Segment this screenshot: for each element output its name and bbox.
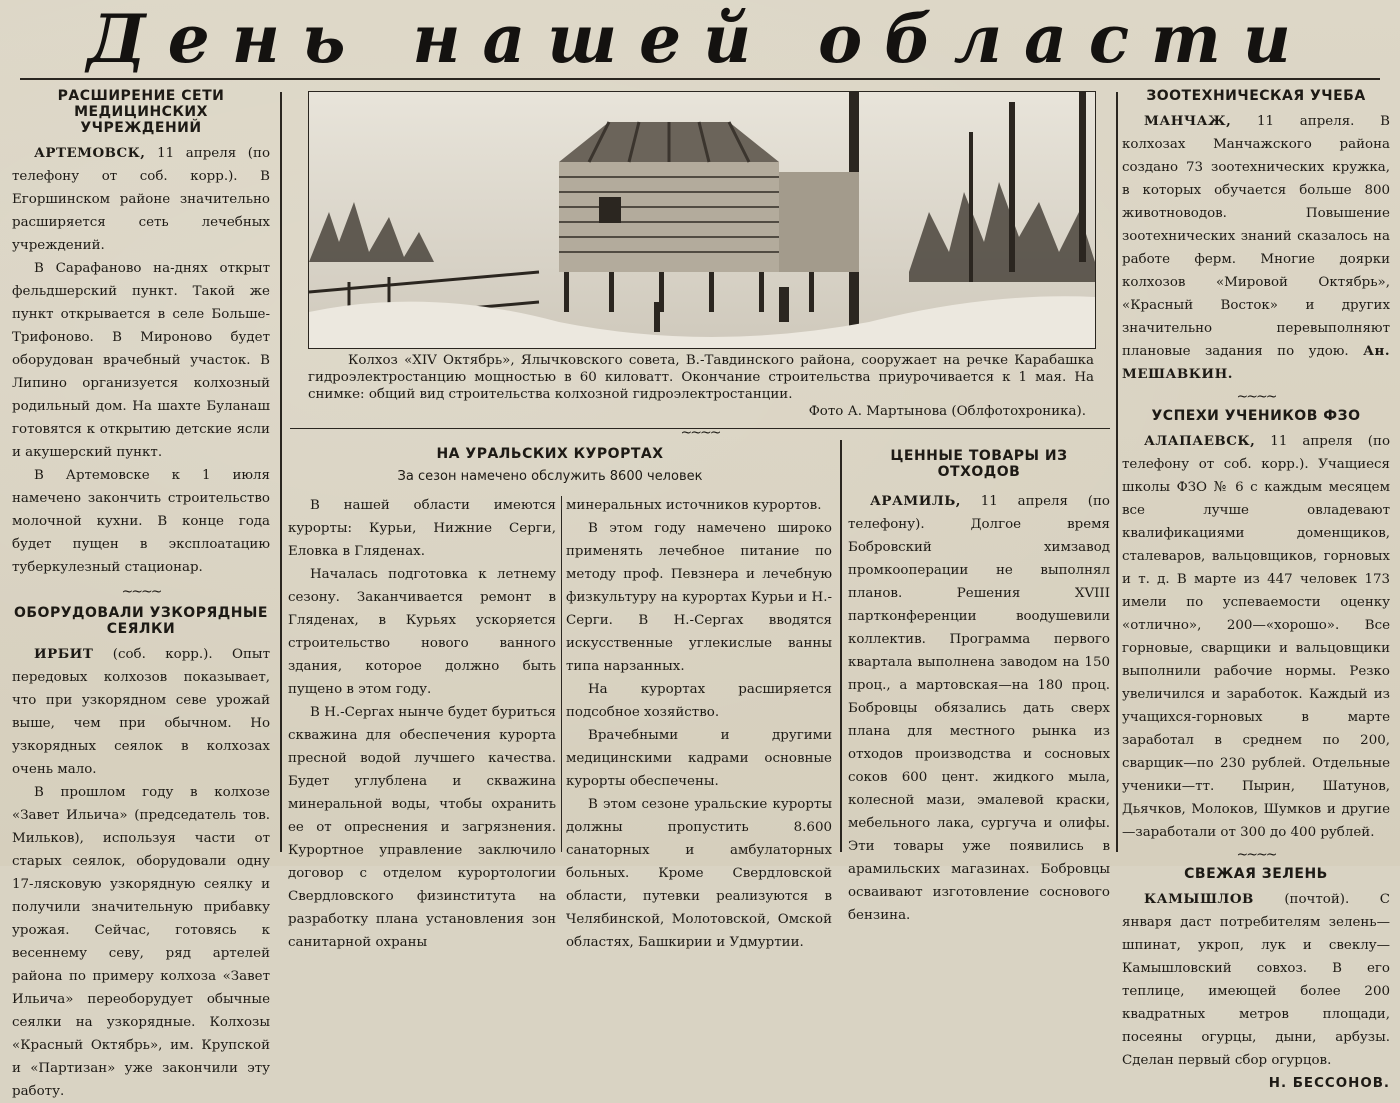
resorts-body-2: Началась подготовка к летнему сезону. Заканчивается ремонт в Гляденах, в Курьях ускоряется строительство нового ванного здания, которое должно быть пущено в этом году. bbox=[288, 567, 556, 697]
dateline-kamyshlov: КАМЫШЛОВ bbox=[1144, 891, 1254, 907]
photo-image bbox=[309, 92, 1095, 348]
dateline-irbit: ИРБИТ bbox=[34, 646, 94, 662]
page-title: День нашей области bbox=[87, 0, 1313, 78]
column-rule-resorts bbox=[561, 496, 562, 852]
dateline-aramil: АРАМИЛЬ, bbox=[870, 493, 961, 509]
article-title-seeders: ОБОРУДОВАЛИ УЗКОРЯДНЫЕ СЕЯЛКИ bbox=[13, 605, 268, 637]
resorts-article bbox=[290, 446, 810, 492]
resorts-body-7: Врачебными и другими медицинскими кадрами основные курорты обеспечены. bbox=[566, 728, 832, 789]
resorts-body-6: На курортах расширяется подсобное хозяйство. bbox=[566, 682, 832, 720]
zootech-signature: Ан. МЕШАВКИН. bbox=[1122, 343, 1390, 382]
resorts-body-4: минеральных источников курортов. bbox=[566, 498, 822, 513]
masthead-rule bbox=[20, 78, 1380, 80]
section-divider: ~~~~ bbox=[121, 584, 161, 600]
article-title-zootech: ЗООТЕХНИЧЕСКАЯ УЧЕБА bbox=[1146, 88, 1366, 104]
article-title-greens: СВЕЖАЯ ЗЕЛЕНЬ bbox=[1184, 866, 1328, 882]
photo-caption bbox=[308, 352, 1094, 420]
resorts-body-1: В нашей области имеются курорты: Курьи, Нижние Серги, Еловка в Гляденах. bbox=[288, 498, 556, 559]
article-title-medical: РАСШИРЕНИЕ СЕТИ МЕДИЦИНСКИХ УЧРЕЖДЕНИЙ bbox=[57, 88, 225, 136]
dateline-artemovsk: АРТЕМОВСК, bbox=[34, 145, 146, 161]
article-body-seeders-2: В прошлом году в колхозе «Завет Ильича» (председатель тов. Мильков), используя части от старых сеялок, оборудовали одну 17-лясковую узкорядную сеялку и получили значительную прибавку урожая. Сейчас, готовясь к весеннему севу, ряд артелей района по примеру колхоза «Завет Ильича» переоборудует обычные сеялки на узкорядные. Колхозы «Красный Октябрь», им. Крупской и «Партизан» уже закончили эту работу. bbox=[12, 785, 270, 1099]
caption-text: Колхоз «XIV Октябрь», Ялычковского совета, В.-Тавдинского района, сооружает на речке Карабашка гидроэлектростанцию мощностью в 60 киловатт. Окончание строительства приурочивается к 1 мая. На снимке: общий вид строительства колхозной гидроэлектростанции. bbox=[308, 353, 1094, 402]
section-divider-right-2: ~~~~ bbox=[1236, 847, 1276, 863]
article-title-fzo: УСПЕХИ УЧЕНИКОВ ФЗО bbox=[1151, 408, 1361, 424]
section-divider-right-1: ~~~~ bbox=[1236, 389, 1276, 405]
article-body-seeders-1: ИРБИТ (соб. корр.). Опыт передовых колхозов показывает, что при узкорядном севе урожай выше, чем при обычном. Но узкорядных сеялок в колхозах очень мало. bbox=[12, 646, 270, 777]
article-subtitle-resorts: За сезон намечено обслужить 8600 человек bbox=[397, 469, 703, 484]
fzo-body: АЛАПАЕВСК, 11 апреля (по телефону от соб. корр.). Учащиеся школы ФЗО № 6 с каждым месяцем все лучше овладевают квалификациями доменщиков, сталеваров, вальцовщиков, горновых и т. д. В марте из 447 человек 173 имели по успеваемости оценку «отлично», 200—«хорошо». Все горновые, сварщики и вальцовщики выполнили рабочие нормы. Резко увеличился и заработок. Каждый из учащихся-горновых в марте заработал в среднем по 200, сварщик—по 230 рублей. Отдельные ученики—тт. Пырин, Шатунов, Дьячков, Молоков, Шумков и другие—заработали от 300 до 400 рублей. bbox=[1122, 433, 1391, 840]
article-title-waste: ЦЕННЫЕ ТОВАРЫ ИЗ ОТХОДОВ bbox=[890, 448, 1068, 480]
greens-signature: Н. БЕССОНОВ. bbox=[1268, 1076, 1390, 1091]
resorts-column-1 bbox=[288, 494, 556, 954]
photo-credit: Фото А. Мартынова (Облфотохроника). bbox=[808, 404, 1086, 419]
resorts-column-2 bbox=[566, 494, 832, 954]
dateline-manchazh: МАНЧАЖ, bbox=[1144, 113, 1232, 129]
article-body-medical-2: В Сарафаново на-днях открыт фельдшерский пункт. Такой же пункт открывается в селе Больше-Трифоново. В Мироново будет оборудован врачебный участок. В Липино организуется колхозный родильный дом. На шахте Буланаш готовятся к открытию детские ясли и акушерский пункт. bbox=[12, 261, 270, 460]
right-column bbox=[1122, 88, 1390, 1095]
resorts-body-3: В Н.-Сергах нынче будет буриться скважина для обеспечения курорта пресной водой лучшего качества. Будет углублена и скважина минеральной воды, чтобы охранить ее от опреснения и загрязнения. Курортное управление заключило договор с отделом курортологии Свердловского физинститута на разработку плана установления зон санитарной охраны bbox=[288, 705, 556, 950]
column-rule-left bbox=[280, 92, 282, 852]
article-body-medical-1: АРТЕМОВСК, 11 апреля (по телефону от соб. корр.). В Егоршинском районе значительно расширяется сеть лечебных учреждений. bbox=[12, 145, 271, 253]
waste-body: АРАМИЛЬ, 11 апреля (по телефону). Долгое время Бобровский химзавод промкооперации не выполнял планов. Решения XVIII партконференции воодушевили коллектив. Программа первого квартала выполнена заводом на 150 проц., а мартовская—на 180 проц. Бобровцы обязались дать сверх плана для местного рынка из отходов производства и сосновых соков 600 цент. жидкого мыла, колесной мази, эмалевой краски, мебельного лака, сургуча и олифы. Эти товары уже появились в арамильских магазинах. Бобровцы осваивают изготовление соснового бензина. bbox=[848, 493, 1110, 923]
column-rule-right bbox=[1116, 92, 1118, 852]
waste-goods-article bbox=[848, 448, 1110, 927]
column-rule-mid bbox=[840, 440, 842, 852]
article-title-resorts: НА УРАЛЬСКИХ КУРОРТАХ bbox=[436, 446, 664, 462]
dateline-alapaevsk: АЛАПАЕВСК, bbox=[1144, 433, 1256, 449]
zootech-body: МАНЧАЖ, 11 апреля. В колхозах Манчажского района создано 73 зоотехнических кружка, в которых обучается больше 800 животноводов. Повышение зоотехнических знаний сказалось на работе ферм. Многие доярки колхозов «Мировой Октябрь», «Красный Восток» и других значительно перевыполняют плановые задания по удою. Ан. МЕШАВКИН. bbox=[1122, 113, 1390, 382]
left-column bbox=[12, 88, 270, 1103]
resorts-body-8: В этом сезоне уральские курорты должны пропустить 8.600 санаторных и амбулаторных больных. Кроме Свердловской области, путевки реализуются в Челябинской, Молотовской, Омской областях, Башкирии и Удмуртии. bbox=[566, 797, 832, 950]
article-body-medical-3: В Артемовске к 1 июля намечено закончить строительство молочной кухни. В конце года будет пущен в эксплоатацию туберкулезный стационар. bbox=[12, 468, 270, 575]
section-divider-center: ~~~~ bbox=[680, 425, 720, 441]
greens-body: КАМЫШЛОВ (почтой). С января даст потребителям зелень—шпинат, укроп, лук и свеклу—Камышловский совхоз. В его теплице, имеющей более 200 квадратных метров площади, посеяны огурцы, дыни, арбузы. Сделан первый сбор огурцов. bbox=[1122, 891, 1390, 1068]
masthead bbox=[0, 0, 1400, 78]
resorts-body-5: В этом году намечено широко применять лечебное питание по методу проф. Певзнера и лечебную физкультуру на курортах Курьи и Н.-Серги. В Н.-Сергах вводятся искусственные углекислые ванны типа нарзанных. bbox=[566, 521, 832, 674]
construction-photo bbox=[308, 91, 1096, 349]
